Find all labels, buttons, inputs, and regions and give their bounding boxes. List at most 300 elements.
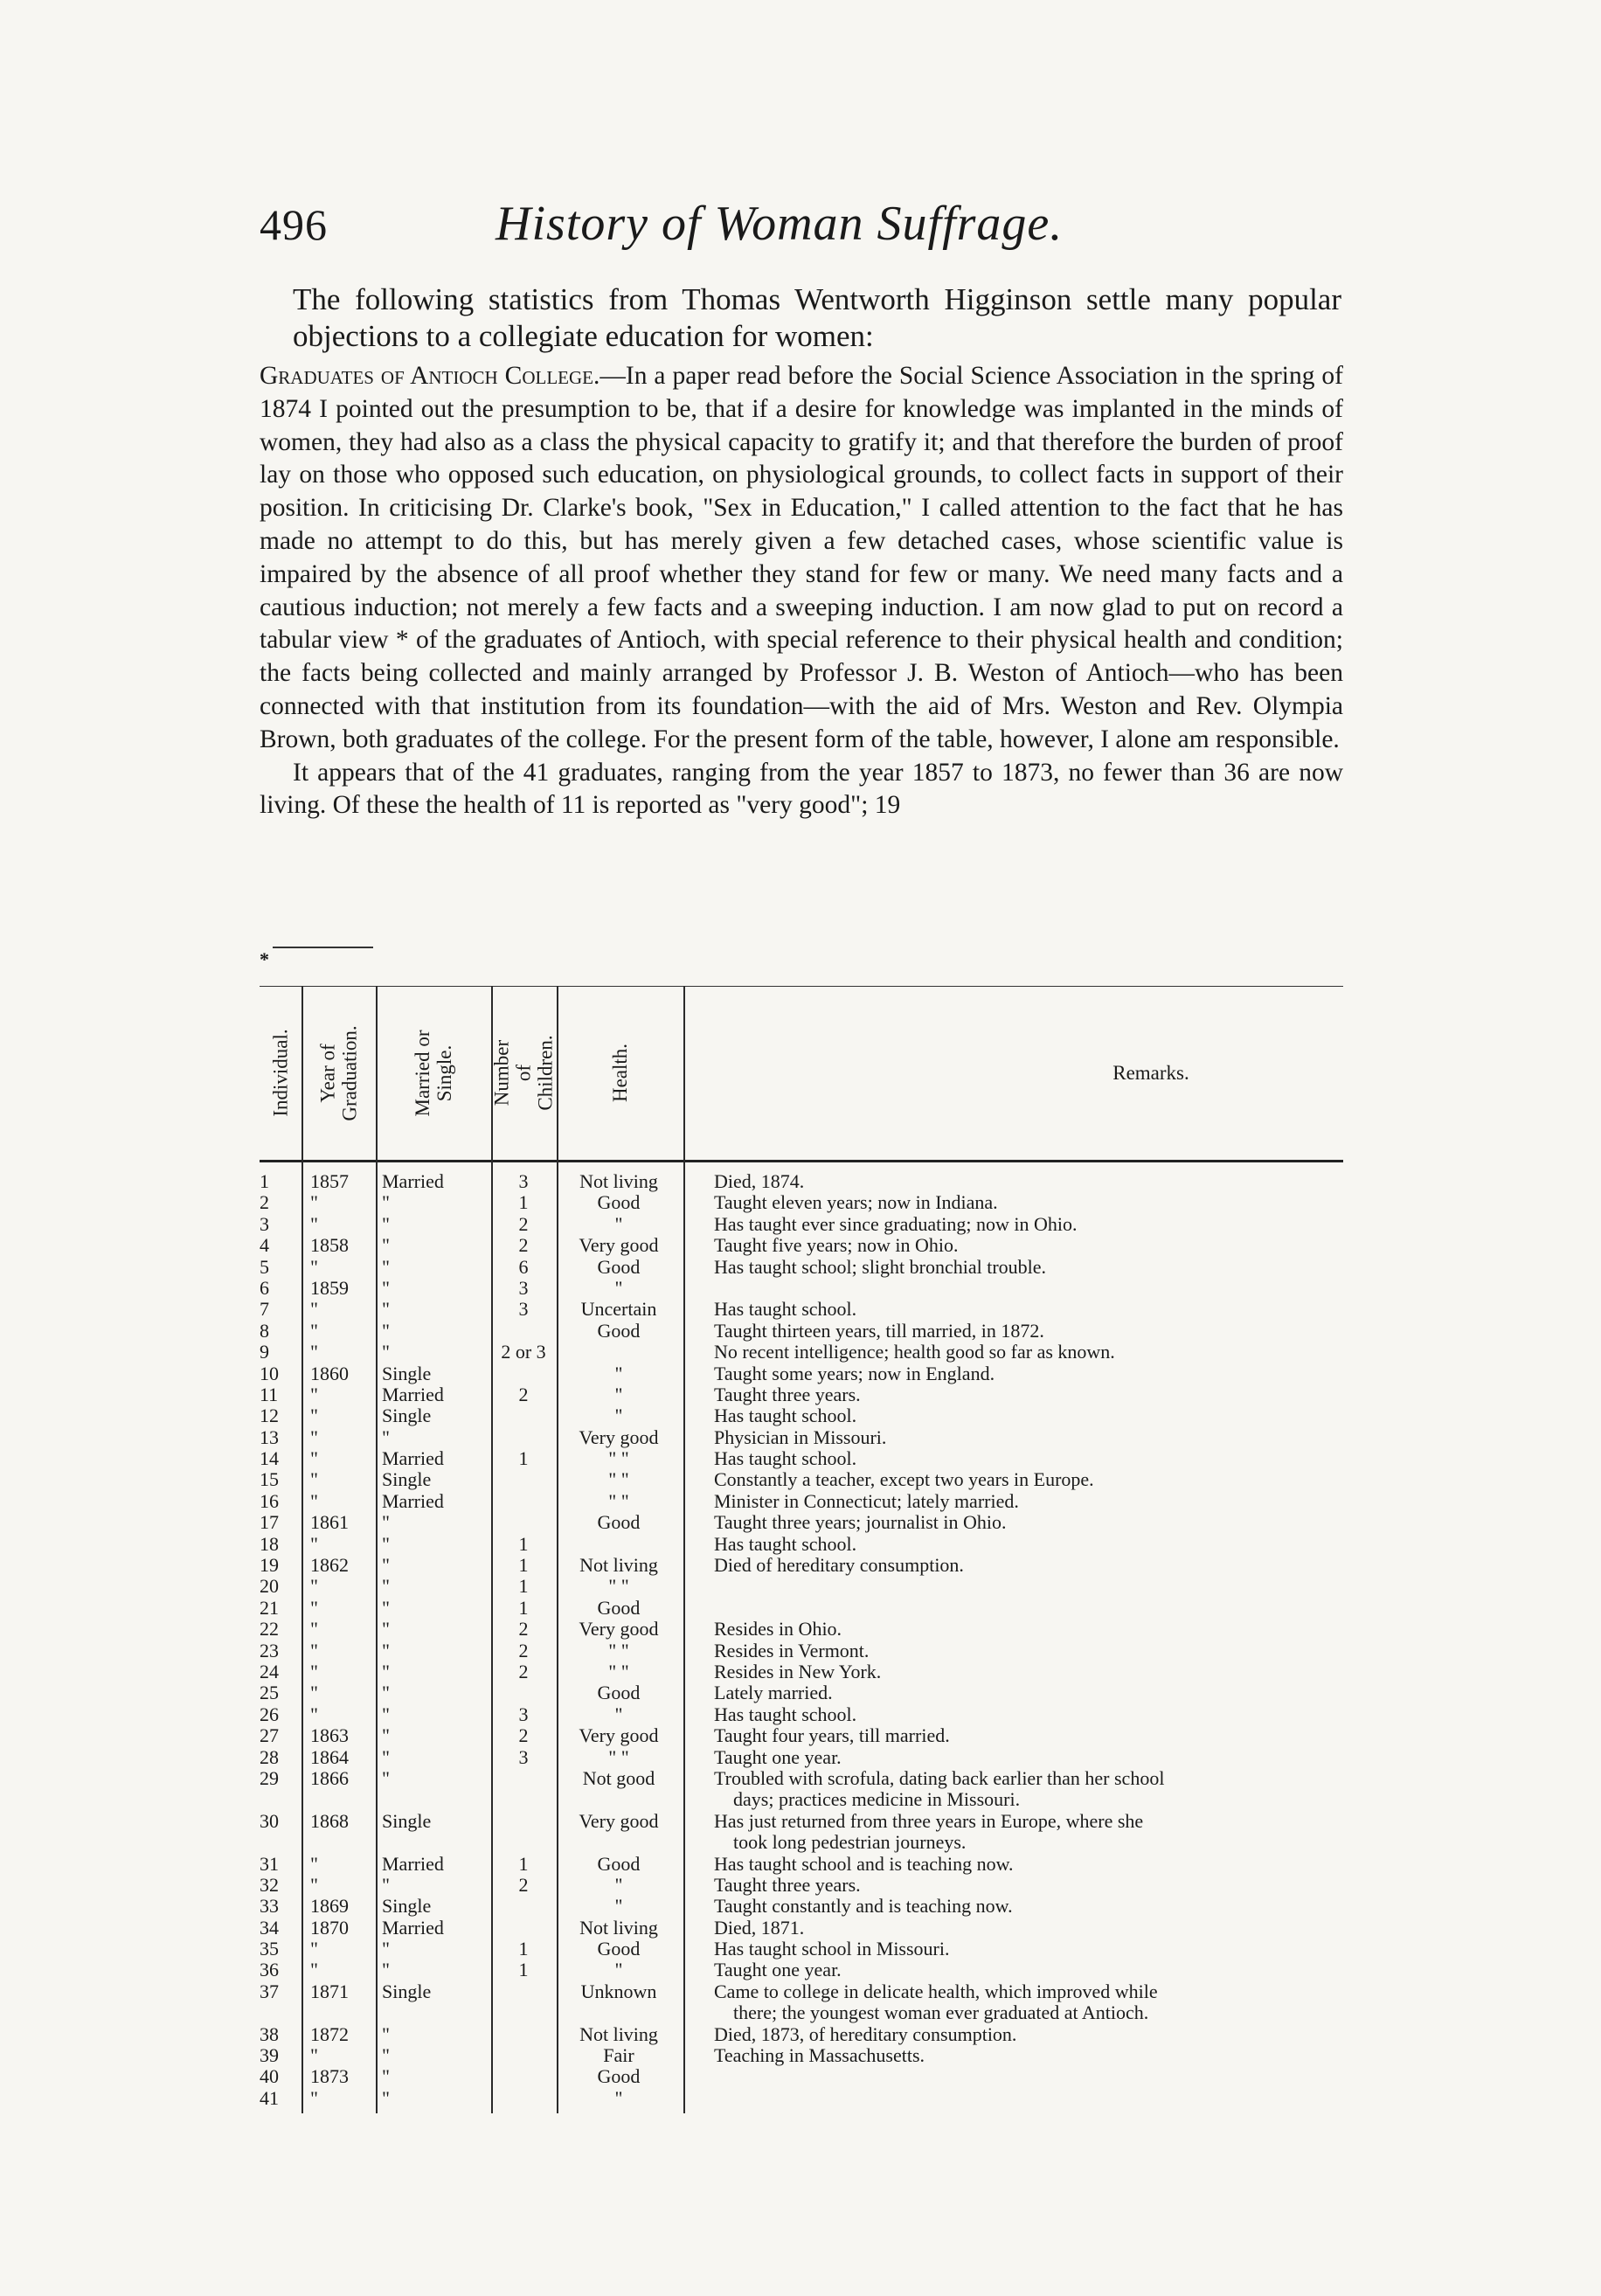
remarks-cell: [714, 1192, 1334, 1213]
row-index: 24: [260, 1660, 279, 1682]
row-index: 21: [260, 1596, 279, 1619]
marital-status: Single: [382, 1405, 432, 1427]
children-count: 2: [518, 1724, 529, 1747]
remarks-cell: [714, 1448, 1334, 1469]
health-status: Very good: [579, 1425, 659, 1448]
remarks-line: Came to college in delicate health, which improved while: [714, 1980, 1158, 2002]
remarks-cell: [714, 1704, 1334, 1725]
children-count: 1: [518, 1447, 529, 1470]
children-count: 1: [518, 1554, 529, 1577]
health-status: Good: [597, 1319, 641, 1342]
health-status: Good: [597, 1596, 641, 1619]
remarks-cell: [714, 1896, 1334, 1917]
remarks-cell: [714, 1682, 1334, 1703]
marital-status: ": [382, 1745, 390, 1768]
marital-status: ": [382, 2065, 390, 2088]
remarks-line: Died, 1873, of hereditary consumption.: [714, 2022, 1017, 2045]
remarks-cell: [714, 1747, 1334, 1768]
graduation-year: ": [310, 1959, 318, 1981]
remarks-line: No recent intelligence; health good so far as known.: [714, 1341, 1115, 1363]
remarks-line: Lately married.: [714, 1682, 833, 1704]
health-status: " ": [608, 1468, 629, 1491]
marital-status: Married: [382, 1916, 444, 1939]
header-year: Year of Graduation.: [316, 1024, 361, 1121]
row-index: 30: [260, 1809, 279, 1832]
children-count: 2: [518, 1618, 529, 1640]
health-status: " ": [608, 1489, 629, 1512]
children-count: 3: [518, 1298, 529, 1321]
table-row: [260, 1704, 1343, 1725]
marital-status: ": [382, 1682, 390, 1704]
remarks-line: Has taught school.: [714, 1405, 857, 1427]
row-index: 7: [260, 1298, 269, 1321]
graduation-year: ": [310, 1660, 318, 1682]
marital-status: ": [382, 1724, 390, 1747]
marital-status: Single: [382, 1468, 432, 1491]
table-row: [260, 1619, 1343, 1640]
marital-status: Married: [382, 1852, 444, 1875]
running-title: History of Woman Suffrage.: [496, 197, 1064, 251]
remarks-cell: [714, 1960, 1334, 1980]
graduation-year: ": [310, 1938, 318, 1960]
table-row: [260, 1342, 1343, 1363]
table-row: [260, 1725, 1343, 1746]
remarks-line: Has taught ever since graduating; now in Ohio.: [714, 1212, 1078, 1235]
table-row: [260, 1448, 1343, 1469]
header-remarks: Remarks.: [1112, 1061, 1189, 1084]
table-body: [260, 1171, 1343, 2109]
remarks-cell: [714, 1854, 1334, 1875]
remarks-line: Taught four years, till married.: [714, 1724, 950, 1747]
children-count: 1: [518, 1852, 529, 1875]
remarks-line: Taught eleven years; now in Indiana.: [714, 1191, 998, 1214]
row-index: 13: [260, 1425, 279, 1448]
health-status: Not living: [579, 1170, 658, 1192]
table-row: [260, 1960, 1343, 1980]
remarks-line: Taught one year.: [714, 1745, 842, 1768]
marital-status: ": [382, 1618, 390, 1640]
remarks-cell: [714, 1918, 1334, 1939]
marital-status: Single: [382, 1362, 432, 1384]
children-count: 3: [518, 1170, 529, 1192]
remarks-line: Resides in New York.: [714, 1660, 882, 1682]
marital-status: ": [382, 2022, 390, 2045]
health-status: Not living: [579, 1554, 658, 1577]
table-row: [260, 1896, 1343, 1917]
health-status: Very good: [579, 1618, 659, 1640]
row-index: 40: [260, 2065, 279, 2088]
row-index: 27: [260, 1724, 279, 1747]
health-status: ": [614, 1362, 623, 1384]
row-index: 5: [260, 1255, 269, 1278]
row-index: 11: [260, 1383, 279, 1405]
marital-status: Married: [382, 1170, 444, 1192]
remarks-cell: [714, 1384, 1334, 1405]
row-index: 23: [260, 1639, 279, 1661]
remarks-line: Taught three years.: [714, 1383, 861, 1405]
children-count: 6: [518, 1255, 529, 1278]
marital-status: Married: [382, 1447, 444, 1470]
health-status: Good: [597, 1852, 641, 1875]
table-row: [260, 1321, 1343, 1342]
graduation-year: ": [310, 1255, 318, 1278]
remarks-cell: [714, 1235, 1334, 1256]
graduation-year: 1869: [310, 1895, 349, 1918]
paragraph-graduates-text: —In a paper read before the Social Science Association in the spring of 1874 I pointed out the presumption to be, that if a desire for knowledge was implanted in the minds of women, they had also as a class the physical capacity to gratify it; and that therefore the burden of proof lay on those who opposed such education, on physiological grounds, to collect facts in support of their position. In criticising Dr. Clarke's book, "Sex in Education," I called attention to the fact that he has made no attempt to do this, but has merely given a few detached cases, whose scientific value is impaired by the absence of all proof whether they stand for few or many. We need many facts and a cautious induction; not merely a few facts and a sweeping induction. I am now glad to put on record a tabular view * of the graduates of Antioch, with special reference to their physical health and condition; the facts being collected and mainly arranged by Professor J. B. Weston of Antioch—who has been connected with that institution from its foundation—with the aid of Mrs. Weston and Rev. Olympia Brown, both graduates of the college. For the present form of the table, however, I alone am responsible.: [260, 362, 1343, 753]
row-index: 20: [260, 1575, 279, 1598]
health-status: " ": [608, 1575, 629, 1598]
remarks-line: Minister in Connecticut; lately married.: [714, 1489, 1019, 1512]
remarks-line: Taught three years.: [714, 1873, 861, 1896]
remarks-line: Has taught school.: [714, 1298, 857, 1321]
children-count: 2: [518, 1234, 529, 1257]
table-row: [260, 1682, 1343, 1703]
remarks-cell: [714, 1725, 1334, 1746]
remarks-line: Physician in Missouri.: [714, 1425, 887, 1448]
marital-status: ": [382, 1554, 390, 1577]
page-header: [260, 196, 1343, 274]
row-index: 10: [260, 1362, 279, 1384]
remarks-cell: [714, 1469, 1334, 1490]
graduation-year: ": [310, 1191, 318, 1214]
marital-status: ": [382, 1276, 390, 1299]
health-status: Fair: [603, 2044, 634, 2067]
health-status: Good: [597, 1938, 641, 1960]
table-row: [260, 1469, 1343, 1490]
remarks-line: Has taught school.: [714, 1532, 857, 1555]
graduation-year: 1870: [310, 1916, 349, 1939]
children-count: 2: [518, 1660, 529, 1682]
table-row: [260, 1192, 1343, 1213]
intro-paragraph: The following statistics from Thomas Wentworth Higginson settle many popular objections to a collegiate education for women:: [293, 282, 1341, 353]
health-status: ": [614, 1212, 623, 1235]
row-index: 15: [260, 1468, 279, 1491]
graduation-year: ": [310, 1639, 318, 1661]
remarks-line: Has taught school in Missouri.: [714, 1938, 950, 1960]
remarks-line: Taught one year.: [714, 1959, 842, 1981]
marital-status: Single: [382, 1980, 432, 2002]
graduation-year: 1873: [310, 2065, 349, 2088]
marital-status: ": [382, 1938, 390, 1960]
health-status: Uncertain: [580, 1298, 657, 1321]
remarks-cell: [714, 1405, 1334, 1426]
row-index: 35: [260, 1938, 279, 1960]
graduation-year: ": [310, 1596, 318, 1619]
remarks-line: Taught five years; now in Ohio.: [714, 1234, 959, 1257]
health-status: Not good: [582, 1766, 655, 1789]
health-status: Good: [597, 1682, 641, 1704]
marital-status: ": [382, 1575, 390, 1598]
marital-status: ": [382, 1596, 390, 1619]
marital-status: ": [382, 1532, 390, 1555]
children-count: 2: [518, 1873, 529, 1896]
table-row: [260, 1214, 1343, 1235]
marital-status: ": [382, 1959, 390, 1981]
row-index: 38: [260, 2022, 279, 2045]
remarks-line: Taught thirteen years, till married, in 1872.: [714, 1319, 1044, 1342]
row-index: 37: [260, 1980, 279, 2002]
health-status: Good: [597, 1511, 641, 1534]
table-row: [260, 1981, 1343, 2024]
table-row: [260, 1257, 1343, 1278]
remarks-cell: [714, 1491, 1334, 1512]
table-row: [260, 1939, 1343, 1960]
row-index: 33: [260, 1895, 279, 1918]
row-index: 28: [260, 1745, 279, 1768]
row-index: 31: [260, 1852, 279, 1875]
paragraph-graduates: [260, 360, 1343, 757]
marital-status: ": [382, 1298, 390, 1321]
remarks-continuation: days; practices medicine in Missouri.: [733, 1787, 1021, 1810]
graduation-year: ": [310, 1425, 318, 1448]
remarks-cell: [714, 1939, 1334, 1960]
table-row: [260, 1598, 1343, 1619]
remarks-line: Has taught school; slight bronchial trouble.: [714, 1255, 1047, 1278]
row-index: 18: [260, 1532, 279, 1555]
health-status: ": [614, 1895, 623, 1918]
graduation-year: ": [310, 1447, 318, 1470]
health-status: Good: [597, 1255, 641, 1278]
graduation-year: ": [310, 1873, 318, 1896]
footnote-mark: *: [260, 948, 269, 970]
table-row: [260, 1576, 1343, 1597]
row-index: 6: [260, 1276, 269, 1299]
marital-status: ": [382, 1873, 390, 1896]
graduation-year: 1866: [310, 1766, 349, 1789]
graduation-year: ": [310, 1341, 318, 1363]
graduation-year: ": [310, 1405, 318, 1427]
remarks-continuation: there; the youngest woman ever graduated at Antioch.: [733, 2001, 1149, 2023]
remarks-cell: [714, 1811, 1334, 1853]
remarks-line: Has taught school.: [714, 1703, 857, 1725]
table-row: [260, 2045, 1343, 2066]
graduation-year: 1859: [310, 1276, 349, 1299]
marital-status: Single: [382, 1809, 432, 1832]
table-row: [260, 1555, 1343, 1576]
graduation-year: ": [310, 1383, 318, 1405]
remarks-cell: [714, 1875, 1334, 1896]
remarks-cell: [714, 2024, 1334, 2045]
children-count: 3: [518, 1703, 529, 1725]
graduation-year: 1862: [310, 1554, 349, 1577]
graduation-year: ": [310, 1319, 318, 1342]
table-row: [260, 2024, 1343, 2045]
health-status: ": [614, 1959, 623, 1981]
table-row: [260, 2066, 1343, 2087]
remarks-cell: [714, 1321, 1334, 1342]
health-status: Unknown: [580, 1980, 657, 2002]
graduation-year: 1858: [310, 1234, 349, 1257]
marital-status: ": [382, 1341, 390, 1363]
graduation-year: ": [310, 1852, 318, 1875]
marital-status: Married: [382, 1489, 444, 1512]
marital-status: ": [382, 2044, 390, 2067]
header-individual: Individual.: [269, 1029, 292, 1117]
remarks-cell: [714, 1257, 1334, 1278]
graduates-table: [260, 977, 1343, 2113]
row-index: 39: [260, 2044, 279, 2067]
remarks-cell: [714, 1363, 1334, 1384]
marital-status: Single: [382, 1895, 432, 1918]
marital-status: ": [382, 1191, 390, 1214]
health-status: Not living: [579, 2022, 658, 2045]
health-status: Good: [597, 2065, 641, 2088]
marital-status: ": [382, 1511, 390, 1534]
graduation-year: 1863: [310, 1724, 349, 1747]
health-status: ": [614, 1703, 623, 1725]
children-count: 3: [518, 1276, 529, 1299]
table-row: [260, 1534, 1343, 1555]
row-index: 17: [260, 1511, 279, 1534]
remarks-cell: [714, 1171, 1334, 1192]
children-count: 1: [518, 1575, 529, 1598]
body-text: [260, 360, 1343, 822]
remarks-line: Resides in Vermont.: [714, 1639, 870, 1661]
health-status: ": [614, 1276, 623, 1299]
graduation-year: ": [310, 1575, 318, 1598]
health-status: " ": [608, 1639, 629, 1661]
graduation-year: ": [310, 1618, 318, 1640]
table-row: [260, 1405, 1343, 1426]
paragraph-summary: It appears that of the 41 graduates, ranging from the year 1857 to 1873, no fewer than 36 are now living. Of these the health of 11 is reported as "very good"; 19: [260, 758, 1343, 820]
row-index: 34: [260, 1916, 279, 1939]
marital-status: ": [382, 1212, 390, 1235]
marital-status: ": [382, 1703, 390, 1725]
remarks-line: Resides in Ohio.: [714, 1618, 842, 1640]
remarks-cell: [714, 2045, 1334, 2066]
remarks-line: Constantly a teacher, except two years in Europe.: [714, 1468, 1094, 1491]
header-married: Married or Single.: [412, 1030, 455, 1116]
marital-status: ": [382, 1660, 390, 1682]
table-row: [260, 1854, 1343, 1875]
row-index: 19: [260, 1554, 279, 1577]
graduation-year: 1860: [310, 1362, 349, 1384]
remarks-cell: [714, 1640, 1334, 1661]
table-row: [260, 1384, 1343, 1405]
table-row: [260, 1640, 1343, 1661]
marital-status: ": [382, 1234, 390, 1257]
graduation-year: ": [310, 1468, 318, 1491]
row-index: 4: [260, 1234, 269, 1257]
remarks-cell: [714, 1661, 1334, 1682]
row-index: 1: [260, 1170, 269, 1192]
remarks-line: Has taught school and is teaching now.: [714, 1852, 1014, 1875]
row-index: 14: [260, 1447, 279, 1470]
table-row: [260, 1875, 1343, 1896]
graduation-year: 1861: [310, 1511, 349, 1534]
page-number: 496: [260, 200, 328, 249]
graduation-year: ": [310, 1489, 318, 1512]
remarks-line: Died of hereditary consumption.: [714, 1554, 964, 1577]
row-index: 26: [260, 1703, 279, 1725]
remarks-line: Died, 1871.: [714, 1916, 805, 1939]
remarks-line: Taught three years; journalist in Ohio.: [714, 1511, 1007, 1534]
health-status: Very good: [579, 1234, 659, 1257]
table-row: [260, 1918, 1343, 1939]
children-count: 2: [518, 1212, 529, 1235]
row-index: 25: [260, 1682, 279, 1704]
health-status: Very good: [579, 1724, 659, 1747]
table-row: [260, 2088, 1343, 2109]
remarks-cell: [714, 1619, 1334, 1640]
remarks-cell: [714, 1534, 1334, 1555]
graduation-year: ": [310, 2044, 318, 2067]
children-count: 3: [518, 1745, 529, 1768]
row-index: 29: [260, 1766, 279, 1789]
table-row: [260, 1278, 1343, 1299]
graduation-year: 1868: [310, 1809, 349, 1832]
marital-status: ": [382, 1425, 390, 1448]
remarks-cell: [714, 1342, 1334, 1363]
remarks-line: Teaching in Massachusetts.: [714, 2044, 925, 2067]
remarks-cell: [714, 1512, 1334, 1533]
row-index: 3: [260, 1212, 269, 1235]
row-index: 41: [260, 2086, 279, 2109]
graduation-year: ": [310, 1703, 318, 1725]
row-index: 36: [260, 1959, 279, 1981]
health-status: ": [614, 1383, 623, 1405]
marital-status: ": [382, 2086, 390, 2109]
marital-status: ": [382, 1319, 390, 1342]
children-count: 2 or 3: [501, 1341, 546, 1363]
remarks-line: Has taught school.: [714, 1447, 857, 1470]
table-row: [260, 1363, 1343, 1384]
children-count: 1: [518, 1938, 529, 1960]
marital-status: ": [382, 1255, 390, 1278]
graduation-year: 1857: [310, 1170, 349, 1192]
table-row: [260, 1512, 1343, 1533]
graduation-year: ": [310, 1298, 318, 1321]
health-status: " ": [608, 1745, 629, 1768]
remarks-cell: [714, 1768, 1334, 1810]
row-index: 22: [260, 1618, 279, 1640]
remarks-line: Taught some years; now in England.: [714, 1362, 995, 1384]
remarks-line: Taught constantly and is teaching now.: [714, 1895, 1013, 1918]
graduation-year: ": [310, 1682, 318, 1704]
health-status: Very good: [579, 1809, 659, 1832]
health-status: ": [614, 1873, 623, 1896]
remarks-cell: [714, 1555, 1334, 1576]
row-index: 2: [260, 1191, 269, 1214]
row-index: 12: [260, 1405, 279, 1427]
marital-status: ": [382, 1766, 390, 1789]
table-row: [260, 1299, 1343, 1320]
section-caption: Graduates of Antioch College.: [260, 362, 600, 390]
table-row: [260, 1811, 1343, 1854]
children-count: 1: [518, 1959, 529, 1981]
marital-status: ": [382, 1639, 390, 1661]
table-row: [260, 1171, 1343, 1192]
health-status: " ": [608, 1447, 629, 1470]
health-status: " ": [608, 1660, 629, 1682]
footnote-rule: [273, 947, 373, 948]
graduation-year: ": [310, 2086, 318, 2109]
children-count: 2: [518, 1383, 529, 1405]
header-health: Health.: [609, 1043, 631, 1103]
remarks-line: Died, 1874.: [714, 1170, 805, 1192]
remarks-line: Has just returned from three years in Europe, where she: [714, 1809, 1144, 1832]
remarks-continuation: took long pedestrian journeys.: [733, 1830, 967, 1853]
table-top-rule: [260, 986, 1343, 987]
children-count: 1: [518, 1596, 529, 1619]
table-row: [260, 1235, 1343, 1256]
table-row: [260, 1661, 1343, 1682]
row-index: 9: [260, 1341, 269, 1363]
graduation-year: ": [310, 1212, 318, 1235]
table-header-rule: [260, 1160, 1343, 1162]
remarks-line: Troubled with scrofula, dating back earlier than her school: [714, 1766, 1165, 1789]
graduation-year: 1864: [310, 1745, 349, 1768]
